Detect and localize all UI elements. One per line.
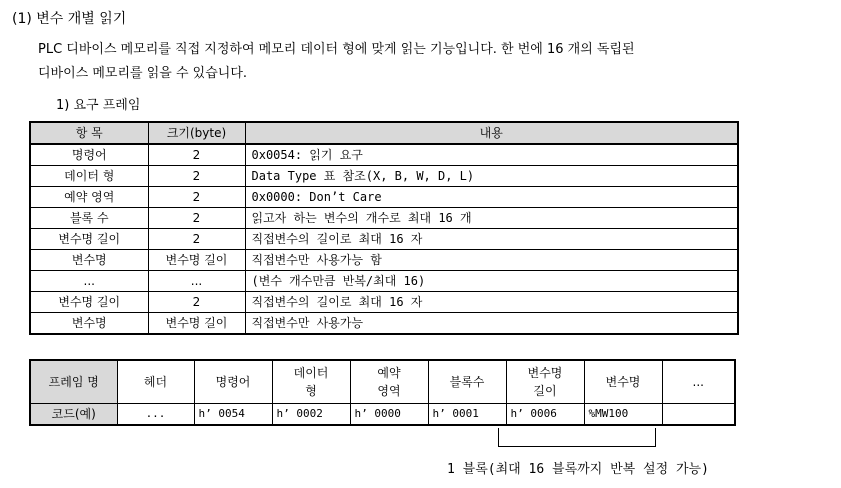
table-row [30, 271, 738, 292]
header-size: 크기(byte) [148, 122, 245, 144]
frame-cell: h’ 0000 [350, 404, 428, 426]
item-cell: 명령어 [30, 144, 148, 166]
table-row [30, 292, 738, 313]
table-row [30, 208, 738, 229]
frame-header-data-type: 데이터 형 [272, 360, 350, 404]
item-cell: 변수명 [30, 250, 148, 271]
content-cell: 읽고자 하는 변수의 개수로 최대 16 개 [245, 208, 738, 229]
size-cell: 2 [148, 144, 245, 166]
frame-header-command: 명령어 [194, 360, 272, 404]
size-cell: 2 [148, 292, 245, 313]
header-content: 내용 [245, 122, 738, 144]
frame-code-row [30, 404, 735, 426]
content-cell: Data Type 표 참조(X, B, W, D, L) [245, 166, 738, 187]
table-header-row [30, 122, 738, 144]
frame-header-var-length: 변수명 길이 [506, 360, 584, 404]
item-cell: ... [30, 271, 148, 292]
block-bracket [498, 428, 656, 447]
item-cell: 변수명 길이 [30, 229, 148, 250]
header-item: 항 목 [30, 122, 148, 144]
request-frame-table [29, 121, 739, 335]
content-cell: 0x0054: 읽기 요구 [245, 144, 738, 166]
frame-structure-table [29, 359, 736, 426]
content-cell: 직접변수의 길이로 최대 16 자 [245, 292, 738, 313]
block-bracket-label: 1 블록(최대 16 블록까지 반복 설정 가능) [447, 462, 709, 477]
content-cell: 직접변수만 사용가능 [245, 313, 738, 335]
intro-text-line2: 디바이스 메모리를 읽을 수 있습니다. [38, 66, 248, 81]
table-row [30, 144, 738, 166]
request-frame-title: 1) 요구 프레임 [56, 98, 141, 113]
frame-header-ellipsis: ... [662, 360, 735, 404]
size-cell: 2 [148, 187, 245, 208]
frame-header-block-count: 블록수 [428, 360, 506, 404]
item-cell: 데이터 형 [30, 166, 148, 187]
item-cell: 블록 수 [30, 208, 148, 229]
frame-cell: h’ 0054 [194, 404, 272, 426]
size-cell: 2 [148, 208, 245, 229]
frame-cell: ... [117, 404, 194, 426]
table-row [30, 187, 738, 208]
frame-cell: h’ 0006 [506, 404, 584, 426]
size-cell: ... [148, 271, 245, 292]
frame-header-reserved: 예약 영역 [350, 360, 428, 404]
section-title: (1) 변수 개별 읽기 [12, 11, 127, 27]
frame-header-var-name: 변수명 [584, 360, 662, 404]
item-cell: 변수명 [30, 313, 148, 335]
size-cell: 2 [148, 229, 245, 250]
table-row [30, 229, 738, 250]
frame-header-header: 헤더 [117, 360, 194, 404]
content-cell: 직접변수의 길이로 최대 16 자 [245, 229, 738, 250]
content-cell: (변수 개수만큼 반복/최대 16) [245, 271, 738, 292]
frame-cell: %MW100 [584, 404, 662, 426]
size-cell: 2 [148, 166, 245, 187]
frame-cell: h’ 0001 [428, 404, 506, 426]
frame-header-name: 프레임 명 [30, 360, 117, 404]
table-row [30, 313, 738, 335]
content-cell: 0x0000: Don’t Care [245, 187, 738, 208]
intro-text-line1: PLC 디바이스 메모리를 직접 지정하여 메모리 데이터 형에 맞게 읽는 기능입니다. 한 번에 16 개의 독립된 [38, 42, 635, 57]
size-cell: 변수명 길이 [148, 250, 245, 271]
content-cell: 직접변수만 사용가능 함 [245, 250, 738, 271]
item-cell: 예약 영역 [30, 187, 148, 208]
table-row [30, 166, 738, 187]
frame-header-row [30, 360, 735, 404]
frame-cell: h’ 0002 [272, 404, 350, 426]
frame-cell: 코드(예) [30, 404, 117, 426]
item-cell: 변수명 길이 [30, 292, 148, 313]
table-row [30, 250, 738, 271]
size-cell: 변수명 길이 [148, 313, 245, 335]
